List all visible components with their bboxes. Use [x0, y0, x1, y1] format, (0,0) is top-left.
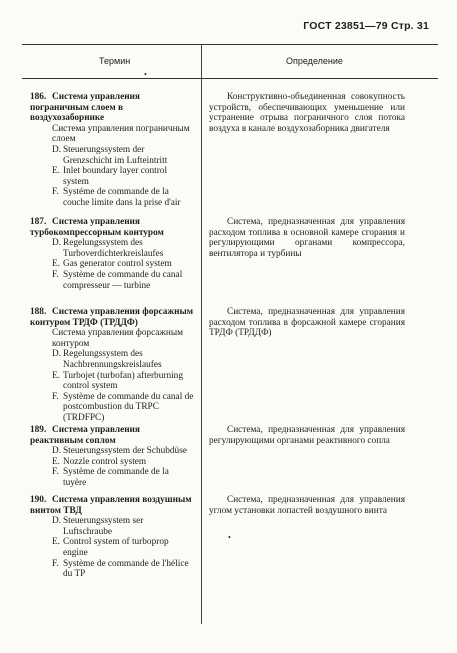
- term-english: E. Nozzle control system: [52, 456, 147, 467]
- term-title: [30, 217, 194, 238]
- term-french: F. Système de commande du canal compresseur — turbine: [52, 269, 183, 291]
- term-title: [30, 307, 194, 328]
- term-definition: Система, предназначенная для управления регулирующими органами реактивного сопла: [209, 425, 405, 446]
- term-english: E. Gas generator control system: [52, 259, 172, 270]
- table-top-rule: [22, 44, 438, 45]
- term-column: [30, 425, 194, 489]
- term-french: F. Systéme de commande de la couche limite dans la prise d'air: [52, 187, 181, 208]
- term-german: D. Steuerungssystem ser Luftschraube: [52, 516, 144, 537]
- term-french: F. Système de commande de l'hélice du TP: [52, 558, 189, 580]
- term-english: E. Inlet boundary layer control system: [52, 166, 168, 187]
- term-name: Система управления турбокомпрессорным контуром: [30, 217, 164, 238]
- term-title: [30, 425, 194, 446]
- term-column: [30, 307, 194, 424]
- term-name: Система управления пограничным слоем в воздухозаборнике: [30, 92, 140, 124]
- term-english: E. Control system of turboprop engine: [52, 537, 169, 558]
- term-french: F. Système de commande du canal de postcombustion du TRPC (TRDFPC): [52, 391, 194, 423]
- term-name: Система управления форсажным контуром ТРДФ (ТРДДФ): [30, 307, 194, 328]
- term-german: D. Steuerungssystem der Grenzschicht im Lufteintritt: [52, 144, 168, 166]
- term-number: 189.: [30, 425, 47, 435]
- term-synonym: Система управления форсажным контуром: [52, 328, 183, 349]
- page-header: ГОСТ 23851—79 Стр. 31: [303, 20, 429, 32]
- term-definition: Конструктивно-объединенная совокупность устройств, обеспечивающих уменьшение или устранение отрыва пограничного слоя потока воздуха в канале воздухозаборника двигателя: [209, 92, 405, 134]
- term-definition: Система, предназначенная для управления расходом топлива в форсажной камере сгорания ТРДФ (ТРДДФ): [209, 307, 405, 339]
- term-name: Система управления воздушным винтом ТВД: [30, 495, 192, 516]
- term-title: [30, 92, 194, 124]
- print-speck: •: [228, 533, 231, 542]
- term-number: 186.: [30, 92, 47, 102]
- term-number: 188.: [30, 307, 47, 317]
- term-definition: Система, предназначенная для управления углом установки лопастей воздушного винта: [209, 495, 405, 516]
- column-header-term: Термин: [99, 56, 131, 66]
- term-definition: Система, предназначенная для управления расходом топлива в основной камере сгорания и регулирующими органами компрессора, вентилятора и турбины: [209, 217, 405, 259]
- term-column: [30, 92, 194, 209]
- term-german: D. Regelungssystem des Turboverdichterkreislaufes: [52, 238, 164, 259]
- term-english: E. Turbojet (turbofan) afterburning control system: [52, 370, 183, 392]
- term-column: [30, 217, 194, 291]
- column-divider: [201, 44, 202, 624]
- term-number: 190.: [30, 495, 47, 505]
- term-name: Система управления реактивным соплом: [30, 425, 140, 446]
- term-german: D. Steuerungssystem der Schubdüse: [52, 446, 187, 457]
- term-french: F. Système de commande de la tuyère: [52, 467, 169, 488]
- column-header-definition: Определение: [286, 56, 343, 66]
- term-number: 187.: [30, 217, 47, 227]
- term-german: D. Regelungssystem des Nachbrennungskreislaufes: [52, 349, 162, 370]
- term-title: [30, 495, 194, 516]
- header-bottom-rule: [22, 78, 438, 79]
- print-speck: •: [144, 70, 147, 79]
- term-synonym: Система управления пограничным слоем: [52, 123, 190, 145]
- term-column: [30, 495, 194, 580]
